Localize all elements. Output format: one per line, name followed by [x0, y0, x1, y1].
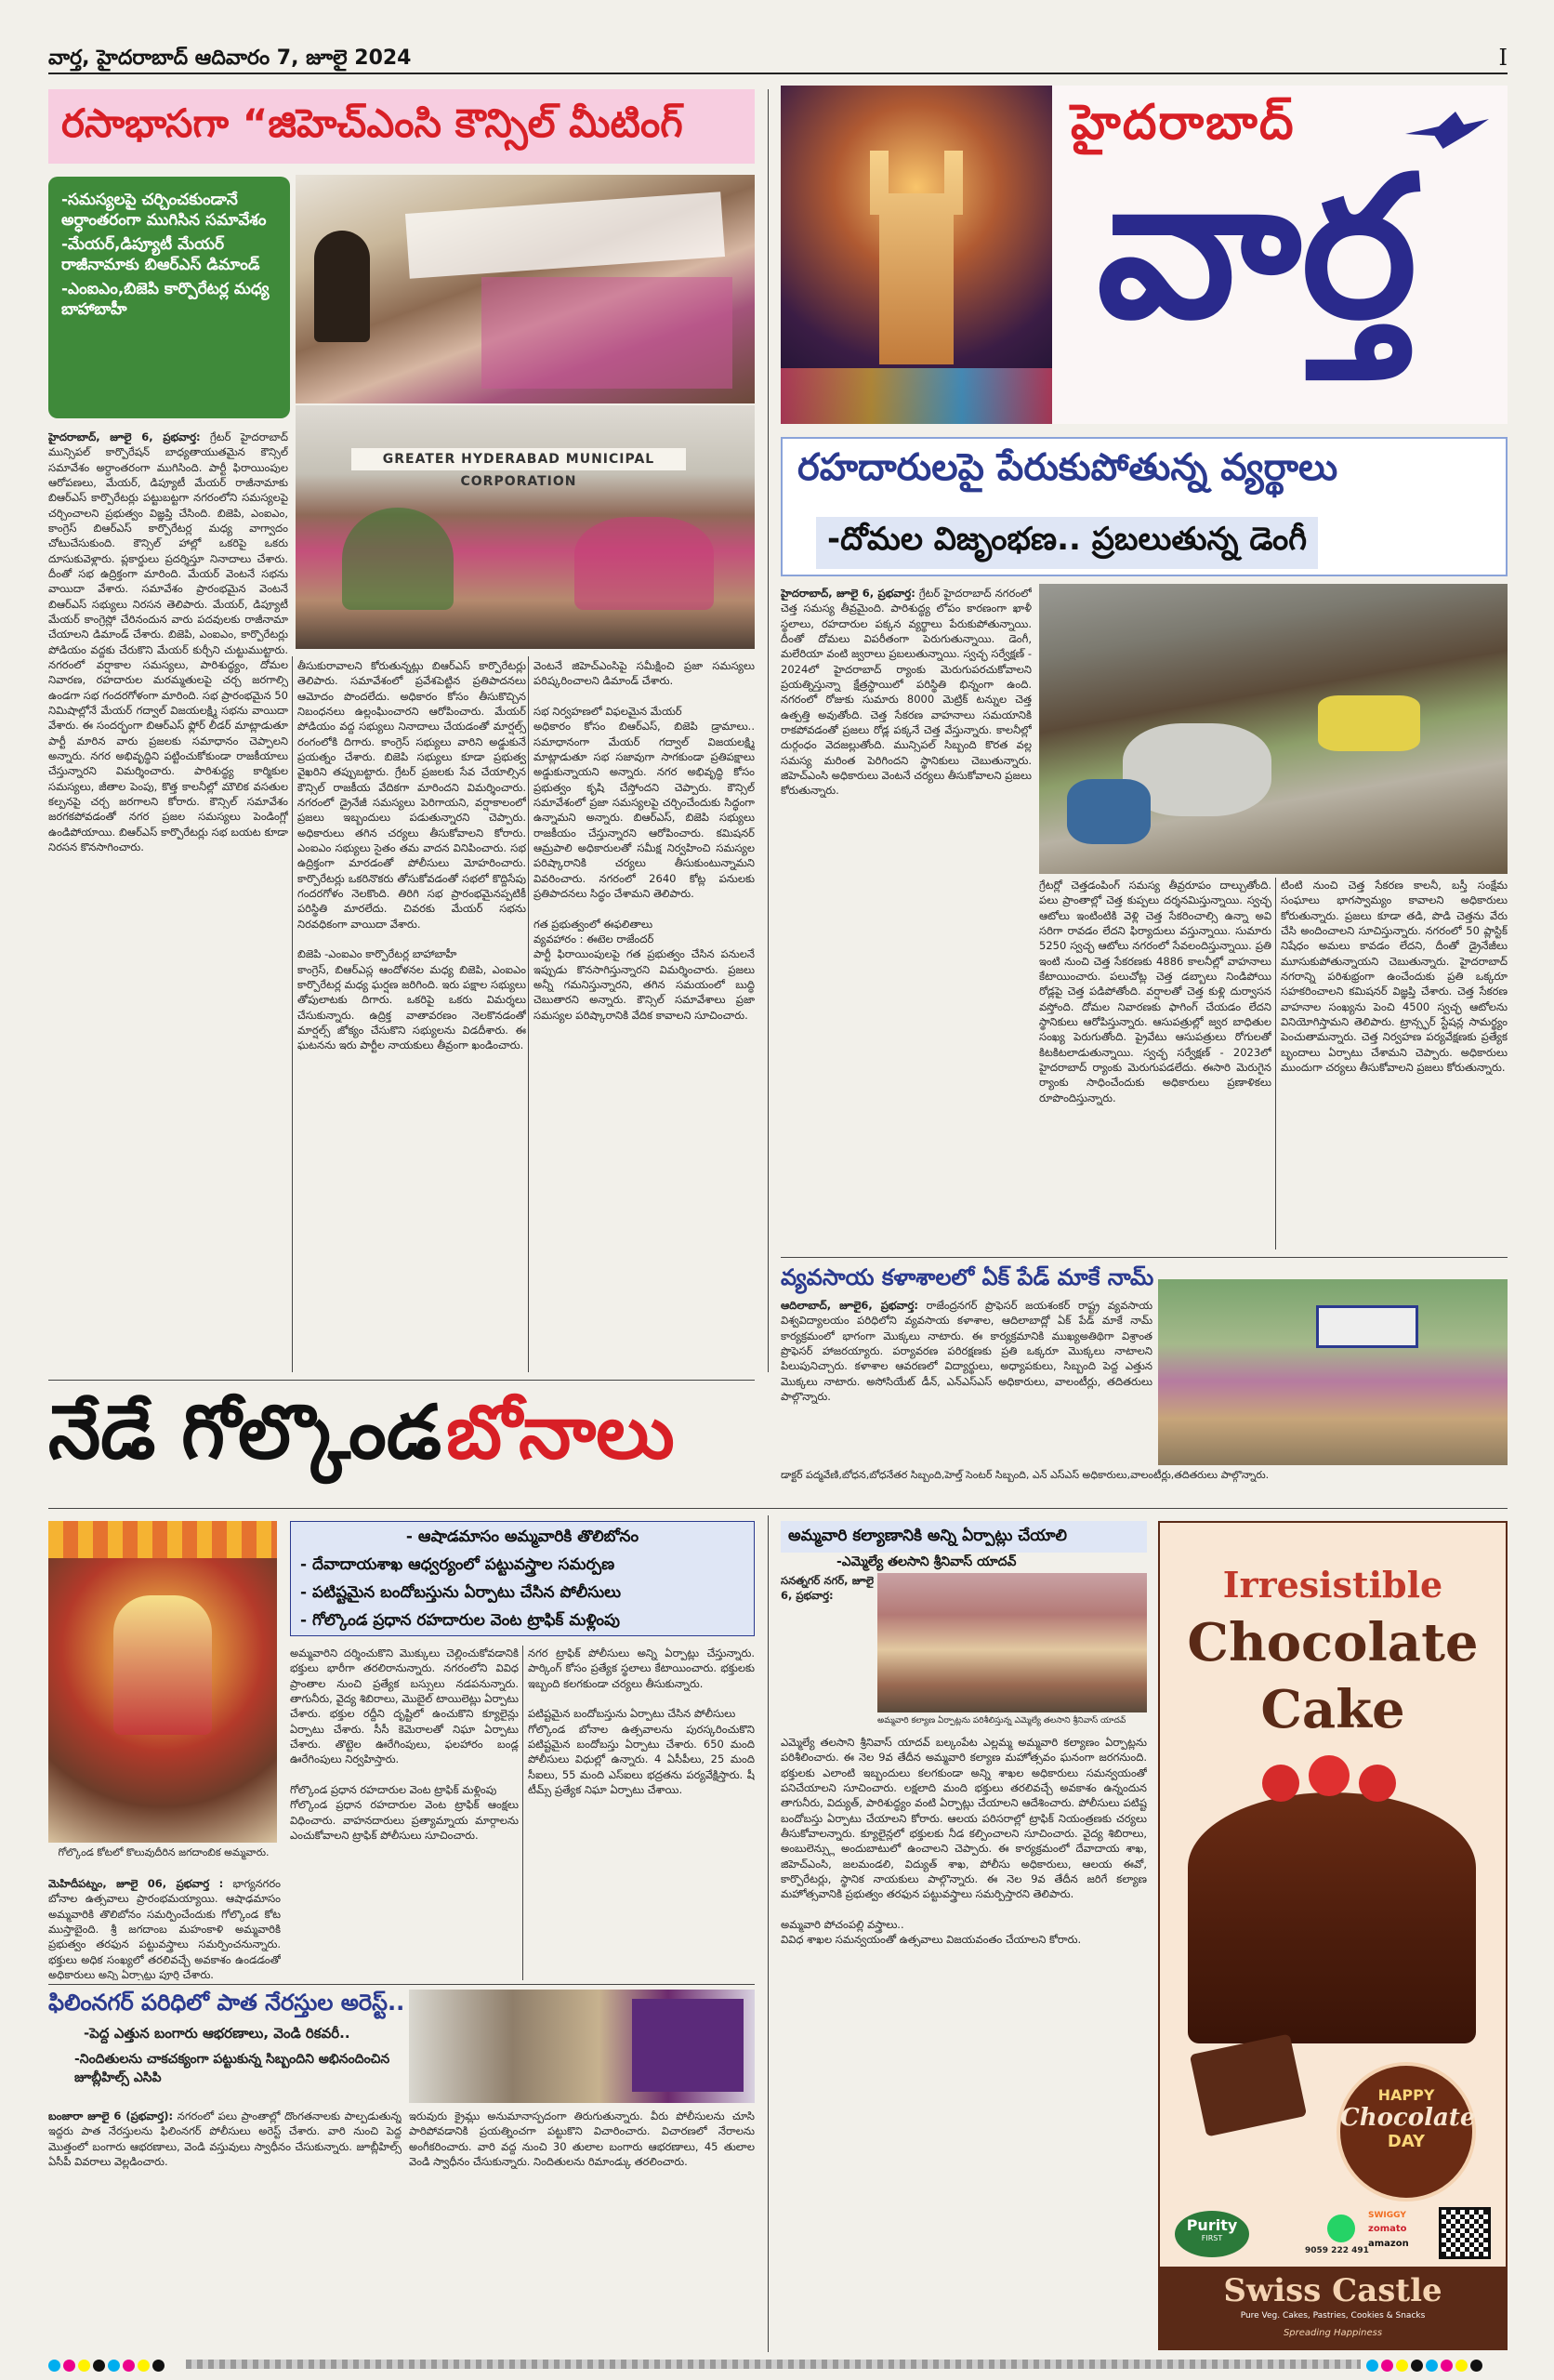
app-zomato: zomato — [1368, 2224, 1407, 2234]
article6-photo-caption: అమ్మవారి కల్యాణ ఏర్పాట్లను పరిశీలిస్తున్న ఎమ్మెల్యే తలసాని శ్రీనివాస్ యాదవ్ — [877, 1716, 1126, 1726]
article5-col1 — [48, 2109, 402, 2352]
article4-text: భాగ్యనగరం బోనాల ఉత్సవాలు ప్రారంభమయ్యాయి. ఆషాఢమాసం అమ్మవారికి తొలిబోనం సమర్పించేందుకు గోల్కొండ కోట ముస్తాబైంది. శ్రీ జగదాంబ మహంకాళి అమ్మవారికి ప్రభుత్వం తరఫున పట్టువస్త్రాలు సమర్పించనున్నారు. భక్తులు అధిక సంఖ్యలో తరలివచ్చే అవకాశం ఉండడంతో అధికారులు అన్ని ఏర్పాట్లు పూర్తి చేశారు. — [48, 1877, 281, 1980]
article1-text: గ్రేటర్ హైదరాబాద్ మున్సిపల్ కార్పొరేషన్ బాధ్యతాయుతమైన కౌన్సిల్ సమావేశం అర్ధాంతరంగా ముగిసింది. పార్టీ ఫిరాయింపుల ఆరోపణలు, మేయర్, డిప్యూటీ మేయర్ రాజీనామాకు బిఆర్ఎస్ కార్పొరేటర్లు పట్టుబట్టగా నగరంలోని సమస్యలపై చర్చించాలని ప్రభుత్వం విజ్ఞప్తి చేసింది. బిజెపి, ఎంఐఎం, కాంగ్రెస్ బిఆర్ఎస్ కార్పొరేటర్ల మధ్య వాగ్వాదం చోటుచేసుకుంది. కౌన్సిల్ హాల్లో ఒకరిపై ఒకరు దూసుకువెళ్లారు. ప్లకార్డులు ప్రదర్శిస్తూ నినాదాలు చేశారు. దీంతో సభ ఉద్రిక్తంగా మారింది. మేయర్ వెంటనే సభను వాయిదా వేశారు. సమావేశం ప్రారంభమైన వెంటనే బిఆర్ఎస్ సభ్యులు నిరసన తెలిపారు. మేయర్, డిప్యూటీ మేయర్ కాంగ్రెస్లో చేరినందున వారు పదవులకు రాజీనామా చేయాలని డిమాండ్ చేశారు. బిజెపి, ఎంఐఎం, కార్పొరేటర్లు పోడియం వద్దకు చేరుకొని మేయర్ కుర్చీని చుట్టుముట్టారు. నగరంలో వర్షాకాల సమస్యలు, పారిశుద్ధ్యం, దోమల నివారణ, రహదారుల మరమ్మతులపై చర్చ జరగాల్సి ఉండగా సభ గందరగోళంగా మారింది. సభ ప్రారంభమైన 50 నిమిషాల్లోనే మేయర్ గద్వాల్ విజయలక్ష్మి సభను వాయిదా వేశారు. ఈ సందర్భంగా బిఆర్ఎస్ ఫ్లోర్ లీడర్ మాట్లాడుతూ పార్టీ మారిన వారు ప్రజలకు సమాధానం చెప్పాలని అన్నారు. నగర అభివృద్ధిని పట్టించుకోకుండా రాజకీయాలు చేస్తున్నారని విమర్శించారు. పారిశుద్ధ్య కార్మికుల సమస్యలు, జీతాల పెంపు, కొత్త కాలనీల్లో మౌలిక వసతుల కల్పనపై చర్చ జరగాలని కోరారు. కౌన్సిల్ సమావేశం జరగకపోవడంతో నగర ప్రజల సమస్యలు పెండింగ్లో ఉండిపోయాయి. బిఆర్ఎస్ కార్పొరేటర్లు సభ బయట కూడా నిరసన కొనసాగించారు. — [48, 430, 288, 853]
article2-col3 — [1281, 878, 1508, 1250]
article2-dateline: హైదరాబాద్, జూలై 6, ప్రభవార్త: — [781, 587, 915, 600]
article4-col2 — [290, 1646, 519, 1980]
article4-text: నగర ట్రాఫిక్ పోలీసులు అన్ని ఏర్పాట్లు చేస్తున్నారు. పార్కింగ్ కోసం ప్రత్యేక స్థలాలు కేటాయించారు. భక్తులకు ఇబ్బంది కలగకుండా చర్యలు తీసుకున్నారు. పటిష్టమైన బందోబస్తును ఏర్పాటు చేసిన పోలీసులు గోల్కొండ బోనాల ఉత్సవాలను పురస్కరించుకొని పటిష్టమైన బందోబస్తు ఏర్పాటు చేశారు. 650 మంది పోలీసులు విధుల్లో ఉన్నారు. 4 ఏసీపీలు, 25 మంది సీఐలు, 55 మంది ఎస్ఐలు భద్రతను పర్యవేక్షిస్తారు. షీ టీమ్స్ ప్రత్యేక నిఘా ఏర్పాటు చేశాయి. — [528, 1646, 755, 1796]
app-amazon: amazon — [1368, 2239, 1409, 2249]
subpoint: -ఎంఐఎం,బిజెపి కార్పొరేటర్ల మధ్య బాహాబాహీ — [61, 280, 270, 320]
swiss-castle-band — [1160, 2267, 1506, 2348]
ad-phone: 9059 222 491 — [1305, 2246, 1369, 2255]
article2-headline-box — [781, 437, 1508, 576]
dove-icon — [1405, 112, 1489, 149]
subpoint: -మేయర్,డిప్యూటీ మేయర్ రాజీనామాకు బిఆర్ఎస్ డిమాండ్ — [61, 235, 260, 275]
app-swiggy: SWIGGY — [1368, 2211, 1406, 2220]
article3-dateline: ఆదిలాబాద్, జూలై6, ప్రభవార్త: — [781, 1299, 919, 1312]
article2-text: గ్రేటర్లో చెత్తడంపింగ్ సమస్య తీవ్రరూపం దాల్చుతోంది. పలు ప్రాంతాల్లో చెత్త కుప్పలు దర్శనమిస్తున్నాయి. స్వచ్ఛ ఆటోలు ఇంటింటికి వెళ్లి చెత్త సేకరించాల్సి ఉన్నా అవి సరిగా రావడం లేదని ఫిర్యాదులు వస్తున్నాయి. సుమారు 5250 స్వచ్ఛ ఆటోలు నగరంలో సేవలందిస్తున్నాయి. ప్రతి ఇంటి నుంచి చెత్త సేకరణకు 4886 కాలనీల్లో వాహనాలు కేటాయించారు. పలుచోట్ల చెత్త డబ్బాలు నిండిపోయి రోడ్లపై చెత్త పడిపోతోంది. వర్షాలతో చెత్త కుళ్లి దుర్వాసన వస్తోంది. దోమల నివారణకు ఫాగింగ్ చేయడం లేదని స్థానికులు ఆరోపిస్తున్నారు. ఆసుపత్రుల్లో జ్వర బాధితుల సంఖ్య పెరుగుతోంది. ప్రైవేటు ఆసుపత్రులు రోగులతో కిటకిటలాడుతున్నాయి. స్వచ్ఛ సర్వేక్షణ్ - 2023లో హైదరాబాద్ ర్యాంకు మెరుగుపడలేదు. ఈసారి మెరుగైన ర్యాంకు సాధించేందుకు అధికారులు ప్రణాళికలు రూపొందిస్తున్నారు. — [1039, 879, 1271, 1104]
whatsapp-icon — [1327, 2215, 1355, 2242]
police-photo — [409, 1990, 755, 2103]
brand-sub: Pure Veg. Cakes, Pastries, Cookies & Snacks — [1240, 2311, 1426, 2320]
article3-body — [781, 1298, 1152, 1463]
article6-text: ఎమ్మెల్యే తలసాని శ్రీనివాస్ యాదవ్ బల్కంపేట ఎల్లమ్మ అమ్మవారి కల్యాణం ఏర్పాట్లను పరిశీలించారు. ఈ నెల 9వ తేదీన అమ్మవారి కల్యాణ మహోత్సవం ఘనంగా జరగనుంది. భక్తులకు ఎలాంటి ఇబ్బందులు కలగకుండా అన్ని శాఖల అధికారులు సమన్వయంతో పనిచేయాలని సూచించారు. లక్షలాది మంది భక్తులు తరలివచ్చే అవకాశం ఉన్నందున తాగునీరు, విద్యుత్, పారిశుద్ధ్యం వంటి ఏర్పాట్లు చేయాలని ఆదేశించారు. పోలీసులు పటిష్ట బందోబస్తు ఏర్పాటు చేయాలని కోరారు. ఆలయ పరిసరాల్లో ట్రాఫిక్ నియంత్రణకు చర్యలు తీసుకోవాలన్నారు. క్యూలైన్లలో భక్తులకు నీడ కల్పించాలని సూచించారు. వైద్య శిబిరాలు, అంబులెన్స్లు అందుబాటులో ఉంచాలని చెప్పారు. ఈ కార్యక్రమంలో దేవాదాయ శాఖ, జిహెచ్ఎంసి, జలమండలి, విద్యుత్ శాఖ, పోలీసు అధికారులు, ఆలయ ఈవో, కార్పొరేటర్లు, స్థానిక నాయకులు పాల్గొన్నారు. ఈ నెల 9వ తేదీన జరిగే కల్యాణ మహోత్సవానికి ప్రభుత్వం తరఫున పట్టువస్త్రాలు సమర్పిస్తారని తెలిపారు. అమ్మవారి పోచంపల్లి వస్త్రాలు.. వివిధ శాఖల సమన్వయంతో ఉత్సవాలు విజయవంతం చేయాలని కోరారు. — [781, 1736, 1147, 1947]
article3-text: రాజేంద్రనగర్ ప్రొఫెసర్ జయశంకర్ రాష్ట్ర వ్యవసాయ విశ్వవిద్యాలయం పరిధిలోని వ్యవసాయ కళాశాల, ఆదిలాబాద్లో ఏక్ పేడ్ మాకే నామ్ కార్యక్రమంలో భాగంగా మొక్కలు నాటారు. ఈ కార్యక్రమానికి ముఖ్యఅతిథిగా విశ్రాంత ప్రొఫెసర్ హాజరయ్యారు. పర్యావరణ పరిరక్షణకు ప్రతి ఒక్కరూ మొక్కలు నాటాలని పిలుపునిచ్చారు. కళాశాల ఆవరణలో విద్యార్థులు, అధ్యాపకులు, సిబ్బంది పెద్ద ఎత్తున మొక్కలు నాటారు. అసోసియేట్ డీన్, ఎన్ఎస్ఎస్ అధికారులు, వాలంటీర్లు, తదితరులు పాల్గొన్నారు. — [781, 1299, 1152, 1403]
masthead — [781, 86, 1508, 424]
article1-headline-box — [48, 89, 755, 164]
subpoint: -సమస్యలపై చర్చించకుండానే అర్ధాంతరంగా ముగిసిన సమావేశం — [61, 191, 267, 231]
protest-photo — [296, 405, 755, 649]
registration-gray-bar — [186, 2360, 1361, 2369]
bullet: - పటిష్టమైన బందోబస్తును ఏర్పాటు చేసిన పోలీసులు — [300, 1583, 622, 1602]
mla-photo — [877, 1573, 1147, 1712]
article5-col2 — [409, 2109, 755, 2352]
color-registration-left — [48, 2358, 167, 2375]
article4-text: అమ్మవారిని దర్శించుకొని మొక్కులు చెల్లించుకోవడానికి భక్తులు భారీగా తరలిరానున్నారు. నగరంలోని వివిధ ప్రాంతాల నుంచి ప్రత్యేక బస్సులు నడపనున్నారు. తాగునీరు, వైద్య శిబిరాలు, మొబైల్ టాయిలెట్లు ఏర్పాటు చేశారు. భక్తుల రద్దీని దృష్టిలో ఉంచుకొని క్యూలైన్లు ఏర్పాటు చేశారు. సీసీ కెమెరాలతో నిఘా ఏర్పాటు చేశారు. తొట్టెల ఊరేగింపులు, ఫలహారం బండ్ల ఊరేగింపులు నిర్వహిస్తారు. గోల్కొండ ప్రధాన రహదారుల వెంట ట్రాఫిక్ మళ్లింపు గోల్కొండ ప్రధాన రహదారుల వెంట ట్రాఫిక్ ఆంక్షలు విధించారు. వాహనదారులు ప్రత్యామ్నాయ మార్గాలను ఎంచుకోవాలని ట్రాఫిక్ పోలీసులు సూచించారు. — [290, 1646, 519, 1842]
article1-text: వెంటనే జిహెచ్ఎంసిపై సమీక్షించి ప్రజా సమస్యలు పరిష్కరించాలని డిమాండ్ చేశారు. సభ నిర్వహణలో విఫలమైన మేయర్ అధికారం కోసం బిఆర్ఎస్, బిజెపి డ్రామాలు.. సమాధానంగా మేయర్ గద్వాల్ విజయలక్ష్మి మాట్లాడుతూ సభ సజావుగా సాగకుండా ప్రతిపక్షాలు అడ్డుకున్నాయని అన్నారు. నగర అభివృద్ధి కోసం ప్రభుత్వం కృషి చేస్తోందని చెప్పారు. కౌన్సిల్ సమావేశంలో ప్రజా సమస్యలపై చర్చించేందుకు సిద్ధంగా ఉన్నామని అన్నారు. బిఆర్ఎస్, బిజెపి సభ్యులు రాజకీయం చేస్తున్నారని ఆరోపించారు. కమిషనర్ ఆమ్రపాలి అధికారులతో సమీక్ష నిర్వహించి సమస్యల పరిష్కారానికి చర్యలు తీసుకుంటున్నామని వివరించారు. నగరంలో 2640 కోట్ల పనులకు ప్రతిపాదనలు సిద్ధం చేశామని తెలిపారు. గత ప్రభుత్వంలో ఈఫలితాలు వ్యవహారం : ఈటెల రాజేందర్ పార్టీ ఫిరాయింపులపై గత ప్రభుత్వం చేసిన పనులనే ఇప్పుడు కొనసాగిస్తున్నారని విమర్శించారు. ప్రజలు అన్నీ గమనిస్తున్నారని, తగిన సమయంలో బుద్ధి చెబుతారని అన్నారు. కౌన్సిల్ సమావేశాలు ప్రజా సమస్యల పరిష్కారానికి వేదిక కావాలని సూచించారు. — [533, 659, 755, 1022]
article2-col2 — [1039, 878, 1271, 1250]
plantation-photo — [1158, 1279, 1508, 1465]
garbage-photo — [1039, 584, 1508, 874]
article4-headline — [48, 1389, 755, 1491]
qr-code-icon — [1439, 2207, 1491, 2259]
article4-col3 — [528, 1646, 755, 1980]
chocolate-day-badge — [1337, 2062, 1476, 2202]
article6-body — [781, 1735, 1147, 2352]
badge-top: HAPPY — [1377, 2086, 1435, 2104]
article6-headline: అమ్మవారి కల్యాణానికి అన్ని ఏర్పాట్లు చేయాలి — [788, 1527, 1067, 1545]
article5-text: ఇరువురు క్రైమ్లు అనుమానాస్పదంగా తిరుగుతున్నారు. వీరు పోలీసులను చూసి పారిపోవడానికి ప్రయత్నించగా పట్టుకొని విచారించారు. విచారణలో నేరాలను అంగీకరించారు. వారి వద్ద నుంచి 30 తులాల బంగారు ఆభరణాలు, 45 తులాల వెండి స్వాధీనం చేసుకున్నారు. నిందితులను రిమాండ్కు తరలించారు. — [409, 2109, 755, 2168]
badge-bottom: DAY — [1387, 2132, 1426, 2151]
council-hall-photo — [296, 175, 755, 403]
article2-col1 — [781, 586, 1032, 1051]
article5-sub2: -నిందితులను చాకచక్యంగా పట్టుకున్న సిబ్బందిని అభినందించిన జూబ్లీహిల్స్ ఎసిపి — [74, 2052, 390, 2085]
article1-text: తీసుకురావాలని కోరుతున్నట్లు బిఆర్ఎస్ కార్పొరేటర్లు తెలిపారు. సమావేశంలో ప్రవేశపెట్టిన ప్రతిపాదనలు ఆమోదం పొందలేదు. అధికారం కోసం తీసుకొచ్చిన నిబంధనలు ఉల్లంఘించారని ఆరోపించారు. మేయర్ పోడియం వద్ద సభ్యులు నినాదాలు చేయడంతో మార్షల్స్ రంగంలోకి దిగారు. కాంగ్రెస్ సభ్యులు వారిని అడ్డుకునే ప్రయత్నం చేశారు. బిజెపి సభ్యులు కూడా ప్రభుత్వ వైఖరిని తప్పుబట్టారు. గ్రేటర్ ప్రజలకు సేవ చేయాల్సిన కౌన్సిల్ రాజకీయ వేదికగా మారిందని విమర్శించారు. నగరంలో డ్రైనేజీ సమస్యలు పెరిగాయని, వర్షాకాలంలో ప్రజలు ఇబ్బందులు పడుతున్నారని చెప్పారు. అధికారులు తగిన చర్యలు తీసుకోవాలని కోరారు. ఎంఐఎం సభ్యులు సైతం తమ వాదన వినిపించారు. సభ ఉద్రిక్తంగా మారడంతో పోలీసులు మోహరించారు. కార్పొరేటర్లు ఒకరినొకరు తోసుకోవడంతో సభలో కొద్దిసేపు గందరగోళం నెలకొంది. తిరిగి సభ ప్రారంభమైనప్పటికీ పరిస్థితి మారలేదు. చివరకు మేయర్ సభను నిరవధికంగా వాయిదా వేశారు. బిజెపి -ఎంఐఎం కార్పొరేటర్ల బాహాబాహీ కాంగ్రెస్, బిఆర్ఎస్ల ఆందోళనల మధ్య బిజెపి, ఎంఐఎం కార్పొరేటర్ల మధ్య ఘర్షణ జరిగింది. ఇరు పక్షాల సభ్యులు తోపులాటకు దిగారు. ఒకరిపై ఒకరు విమర్శలు చేసుకున్నారు. ఉద్రిక్త వాతావరణం నెలకొనడంతో మార్షల్స్ జోక్యం చేసుకొని సభ్యులను విడదీశారు. ఈ ఘటనను ఇరు పార్టీల నాయకులు తీవ్రంగా ఖండించారు. — [297, 659, 526, 1052]
chocolate-cake-ad — [1158, 1521, 1508, 2350]
masthead-top: హైదరాబాద్ — [1071, 95, 1296, 151]
ad-line2: Chocolate — [1187, 1612, 1479, 1673]
article5-text: నగరంలో పలు ప్రాంతాల్లో దొంగతనాలకు పాల్పడుతున్న ఇద్దరు పాత నేరస్తులను ఫిలింనగర్ పోలీసులు అరెస్ట్ చేశారు. వారి నుంచి పెద్ద మొత్తంలో బంగారు ఆభరణాలు, వెండి వస్తువులు స్వాధీనం చేసుకున్నారు. జూబ్లీహిల్స్ ఏసీపీ వివరాలు వెల్లడించారు. — [48, 2109, 402, 2168]
page-number: I — [1498, 45, 1508, 71]
chocolate-pieces — [1190, 2034, 1307, 2137]
article5-sub1: -పెద్ద ఎత్తున బంగారు ఆభరణాలు, వెండి రికవరీ.. — [84, 2025, 350, 2042]
header-title: వార్త, హైదరాబాద్ ఆదివారం 7, జూలై 2024 — [48, 46, 412, 70]
ad-line3: Cake — [1260, 1679, 1405, 1740]
bullet: - దేవాదాయశాఖ ఆధ్వర్యంలో పట్టువస్త్రాల సమర్పణ — [300, 1555, 615, 1574]
purity-text: Purity — [1186, 2216, 1238, 2234]
article6-dateline-col — [781, 1573, 874, 1722]
article2-text: గ్రేటర్ హైదరాబాద్ నగరంలో చెత్త సమస్య తీవ్రమైంది. పారిశుద్ధ్య లోపం కారణంగా ఖాళీ స్థలాలు, రహదారుల పక్కన వ్యర్థాలు పేరుకుపోతున్నాయి. దీంతో దోమలు విపరీతంగా పెరుగుతున్నాయి. డెంగీ, మలేరియా వంటి జ్వరాలు ప్రబలుతున్నాయి. స్వచ్ఛ సర్వేక్షణ్ - 2024లో హైదరాబాద్ ర్యాంకు మెరుగుపరచుకోవాలని ప్రయత్నిస్తున్నా క్షేత్రస్థాయిలో పరిస్థితి భిన్నంగా ఉంది. నగరంలో రోజుకు సుమారు 8000 మెట్రిక్ టన్నుల చెత్త ఉత్పత్తి అవుతోంది. చెత్త సేకరణ వాహనాలు సమయానికి రాకపోవడంతో ప్రజలు రోడ్ల పక్కనే చెత్త వేస్తున్నారు. కాలనీల్లో దుర్గంధం వెదజల్లుతోంది. మున్సిపల్ సిబ్బంది కొరత వల్ల సమస్య మరింత పెరిగిందని స్థానికులు చెబుతున్నారు. జిహెచ్ఎంసి అధికారులు వెంటనే చర్యలు తీసుకోవాలని ప్రజలు కోరుతున్నారు. — [781, 587, 1032, 798]
article6-dateline: సనత్నగర్ నగర్, జూలై 6, ప్రభవార్త: — [781, 1574, 874, 1603]
article1-subpoints — [48, 177, 290, 418]
article4-headline-red: బోనాలు — [446, 1389, 675, 1475]
article1-headline: రసాభాసగా “జిహెచ్ఎంసి కౌన్సిల్ మీటింగ్ — [61, 100, 683, 146]
article1-dateline: హైదరాబాద్, జూలై 6, ప్రభవార్త: — [48, 430, 201, 443]
article1-col3 — [533, 658, 755, 1372]
article2-text: టింటి నుంచి చెత్త సేకరణ కాలనీ, బస్తీ సంక్షేమ సంఘాలు భాగస్వామ్యం కావాలని అధికారులు కోరుతున్నారు. ప్రజలు కూడా తడి, పొడి చెత్తను వేరు చేసి అందించాలని సూచిస్తున్నారు. నగరంలో 50 ప్లాస్టిక్ నిషేధం అమలు కావడం లేదని, దీంతో డ్రైనేజీలు మూసుకుపోతున్నాయని చెబుతున్నారు. హైదరాబాద్ నగరాన్ని పరిశుభ్రంగా ఉంచేందుకు ప్రతి ఒక్కరూ సహకరించాలని కమిషనర్ విజ్ఞప్తి చేశారు. చెత్త సేకరణ వాహనాల సంఖ్యను పెంచి 4500 స్వచ్ఛ ఆటోలను వినియోగిస్తామని తెలిపారు. ట్రాన్స్ఫర్ స్టేషన్ల సామర్థ్యం పెంచుతామన్నారు. చెత్త నిర్వహణ పర్యవేక్షణకు ప్రత్యేక బృందాలు ఏర్పాటు చేశామని చెప్పారు. అధికారులు ముందుగా చర్యలు తీసుకోవాలని ప్రజలు కోరుతున్నారు. — [1281, 879, 1508, 1074]
badge-script: Chocolate — [1340, 2104, 1476, 2132]
brand-name: Swiss Castle — [1223, 2272, 1442, 2309]
ad-tagline: Spreading Happiness — [1283, 2328, 1383, 2338]
masthead-big: వార్త — [1097, 134, 1417, 362]
article1-col1 — [48, 430, 288, 1373]
cake-image — [1188, 1792, 1476, 2043]
purity-logo — [1175, 2211, 1249, 2257]
article4-col1 — [48, 1876, 281, 1980]
article3-headline: వ్యవసాయ కళాశాలలో ఏక్ పేడ్ మాకే నామ్ — [781, 1264, 1154, 1290]
article2-col1b — [781, 1052, 1032, 1250]
charminar-photo — [781, 86, 1052, 424]
article4-headline-black: నేడే గోల్కొండ — [48, 1389, 441, 1475]
purity-sub: FIRST — [1201, 2234, 1223, 2242]
article2-headline: రహదారులపై పేరుకుపోతున్న వ్యర్థాలు — [797, 446, 1338, 489]
bullet: - ఆషాడమాసం అమ్మవారికి తొలిబోనం — [405, 1527, 639, 1546]
color-registration-right — [1366, 2358, 1485, 2375]
article4-caption: గోల్కొండ కోటలో కొలువుదీరిన జగదాంబిక అమ్మవారు. — [58, 1846, 270, 1858]
building-sign: GREATER HYDERABAD MUNICIPAL CORPORATION — [351, 448, 686, 470]
bullet: - గోల్కొండ ప్రధాన రహదారుల వెంట ట్రాఫిక్ మళ్లింపు — [300, 1611, 620, 1630]
article1-col2 — [297, 658, 526, 1372]
article6-headline-box — [781, 1521, 1147, 1553]
article6-sub: -ఎమ్మెల్యే తలసాని శ్రీనివాస్ యాదవ్ — [836, 1554, 1017, 1569]
article2-subhead: -దోమల విజృంభణ.. ప్రబలుతున్న డెంగీ — [816, 517, 1318, 569]
article5-headline: ఫిలింనగర్ పరిధిలో పాత నేరస్తుల అరెస్ట్.. — [48, 1990, 405, 2016]
article4-bullets — [290, 1521, 755, 1636]
goddess-photo — [48, 1521, 277, 1843]
article5-dateline: బంజారా జూలై 6 (ప్రభవార్త): — [48, 2109, 174, 2122]
ad-line1: Irresistible — [1222, 1564, 1443, 1606]
article4-dateline: మెహిదీపట్నం, జూలై 06, ప్రభవార్త : — [48, 1877, 224, 1890]
article3-caption: డాక్టర్ పద్మవేణి,బోధన,బోధనేతర సిబ్బంది,హెల్త్ సెంటర్ సిబ్బంది, ఎన్ ఎస్ఎస్ అధికారులు,వాలంటీర్లు,తదితరులు పాల్గొన్నారు. — [781, 1469, 1270, 1481]
page-header — [48, 43, 1508, 74]
